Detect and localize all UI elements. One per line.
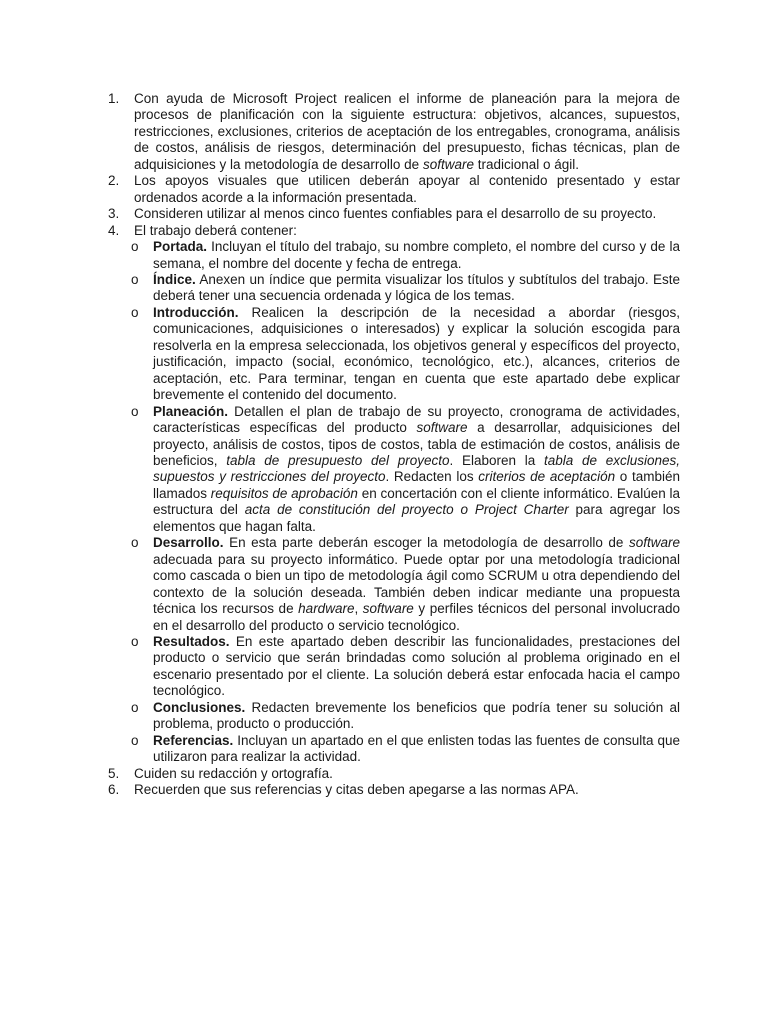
list-item [108, 91, 680, 173]
text-run: Incluyan un apartado en el que enlisten todas las fuentes de consulta que utilizaron para realizar la actividad. [153, 732, 680, 765]
list-item-text [134, 223, 297, 238]
emphasis-text: tabla de presupuesto del proyecto [226, 452, 450, 468]
text-run: Anexen un índice que permita visualizar los títulos y subtítulos del trabajo. Este deberá tener una secuencia ordenada y lógica de los temas. [153, 271, 680, 304]
section-heading: Resultados. [153, 633, 230, 649]
sub-list-item-text [153, 733, 680, 764]
text-run: , [354, 601, 363, 617]
list-item [108, 782, 680, 798]
list-item-text [134, 91, 680, 172]
emphasis-text: requisitos de aprobación [210, 485, 358, 501]
list-number: 6. [108, 782, 120, 798]
sub-list-item [108, 535, 680, 634]
sub-list-item-text [153, 272, 680, 303]
sub-list-item-text [153, 535, 680, 632]
sub-list-item-text [153, 239, 680, 270]
section-heading: Introducción. [153, 304, 239, 320]
text-run: Redacten brevemente los beneficios que podría tener su solución al problema, producto o producción. [153, 699, 680, 732]
bullet-marker: o [131, 304, 139, 320]
text-run: Con ayuda de Microsoft Project realicen el informe de planeación para la mejora de procesos de planificación con la siguiente estructura: objetivos, alcances, supuestos, restricciones, exclusiones, criterios de aceptación de los entregables, cronograma, análisis de costos, análisis de riesgos, determinación del presupuesto, fichas técnicas, plan de adquisiciones y la metodología de desarrollo de [134, 91, 680, 172]
sub-list-item [108, 404, 680, 536]
list-number: 3. [108, 206, 120, 222]
text-run: en concertación con el cliente informático. Evalúen la estructura del [153, 485, 680, 518]
bullet-marker: o [131, 633, 139, 649]
sub-list-item-text [153, 700, 680, 731]
list-number: 5. [108, 765, 120, 781]
emphasis-text: hardware [298, 601, 355, 617]
bullet-marker: o [131, 732, 139, 748]
section-heading: Desarrollo. [153, 535, 224, 551]
sub-list-item [108, 305, 680, 404]
text-run: o también llamados [153, 469, 680, 501]
sub-list-item-text [153, 305, 680, 402]
sub-list-item-text [153, 404, 680, 534]
emphasis-text: software [362, 601, 414, 617]
section-heading: Planeación. [153, 403, 229, 419]
list-item [108, 206, 680, 222]
text-run: El trabajo deberá contener: [134, 222, 297, 238]
emphasis-text: tabla de exclusiones, supuestos y restricciones del proyecto [153, 452, 680, 485]
section-heading: Referencias. [153, 732, 234, 748]
list-number: 4. [108, 222, 120, 238]
text-run: Recuerden que sus referencias y citas deben apegarse a las normas APA. [134, 782, 579, 798]
emphasis-text: software [416, 420, 468, 436]
emphasis-text: criterios de aceptación [478, 469, 616, 485]
sub-list-item [108, 272, 680, 305]
text-run: Cuiden su redacción y ortografía. [134, 765, 333, 781]
list-item-text [134, 173, 680, 204]
text-run: para agregar los elementos que hagan falta. [153, 502, 681, 534]
emphasis-text: acta de constitución del proyecto o Project Charter [244, 502, 569, 518]
section-heading: Portada. [153, 239, 208, 255]
sub-list [108, 239, 680, 766]
list-item-text [134, 206, 656, 221]
list-number: 2. [108, 173, 120, 189]
bullet-marker: o [131, 699, 139, 715]
list-item [108, 766, 680, 782]
text-run: adecuada para su proyecto informático. Puede optar por una metodología tradicional como cascada o bien un tipo de metodología ágil como SCRUM u otra dependiendo del contexto de la solución deseada. También deben indicar mediante una propuesta técnica los recursos de [153, 551, 680, 617]
list-item-text [134, 766, 333, 781]
text-run: Consideren utilizar al menos cinco fuentes confiables para el desarrollo de su proyecto. [134, 206, 657, 222]
section-heading: Conclusiones. [153, 699, 246, 715]
list-item-text [134, 782, 579, 797]
list-item [108, 173, 680, 206]
text-run: Incluyan el título del trabajo, su nombre completo, el nombre del curso y de la semana, el nombre del docente y fecha de entrega. [153, 239, 680, 271]
text-run: . Redacten los [385, 469, 479, 485]
text-run: Detallen el plan de trabajo de su proyecto, cronograma de actividades, características específicas del producto [153, 403, 680, 436]
text-run: a desarrollar, adquisiciones del proyecto, análisis de costos, tipos de costos, tabla de estimación de costos, análisis de beneficios, [153, 420, 680, 468]
text-run: Realicen la descripción de la necesidad a abordar (riesgos, comunicaciones, adquisiciones o interesados) y explicar la solución escogida para resolverla en la empresa seleccionada, los objetivos general y específicos del proyecto, justificación, impacto (social, económico, tecnológico, etc.), alcances, criterios de aceptación, etc. Para terminar, tengan en cuenta que este apartado debe explicar brevemente el contenido del documento. [153, 304, 680, 403]
bullet-marker: o [131, 403, 139, 419]
list-number: 1. [108, 91, 120, 106]
text-run: En esta parte deberán escoger la metodología de desarrollo de [223, 535, 629, 551]
text-run: . Elaboren la [449, 452, 544, 468]
list-item [108, 223, 680, 239]
sub-list-item [108, 733, 680, 766]
sub-list-item [108, 700, 680, 733]
text-run: En este apartado deben describir las funcionalidades, prestaciones del producto o servicio que serán brindadas como solución al problema originado en el escenario presentado por el cliente. La solución deberá estar enfocada hacia el campo tecnológico. [153, 633, 680, 699]
bullet-marker: o [131, 271, 139, 287]
sub-list-item [108, 634, 680, 700]
bullet-marker: o [131, 239, 139, 255]
bullet-marker: o [131, 535, 139, 551]
sub-list-item-text [153, 634, 680, 698]
text-run: tradicional o ágil. [473, 156, 580, 172]
instructions-list [108, 91, 680, 798]
section-heading: Índice. [153, 271, 196, 287]
text-run: y perfiles técnicos del personal involucrado en el desarrollo del producto o servicio tecnológico. [153, 601, 680, 633]
emphasis-text: software [422, 156, 474, 172]
emphasis-text: software [628, 535, 680, 551]
text-run: Los apoyos visuales que utilicen deberán apoyar al contenido presentado y estar ordenados acorde a la información presentada. [134, 173, 680, 205]
sub-list-item [108, 239, 680, 272]
